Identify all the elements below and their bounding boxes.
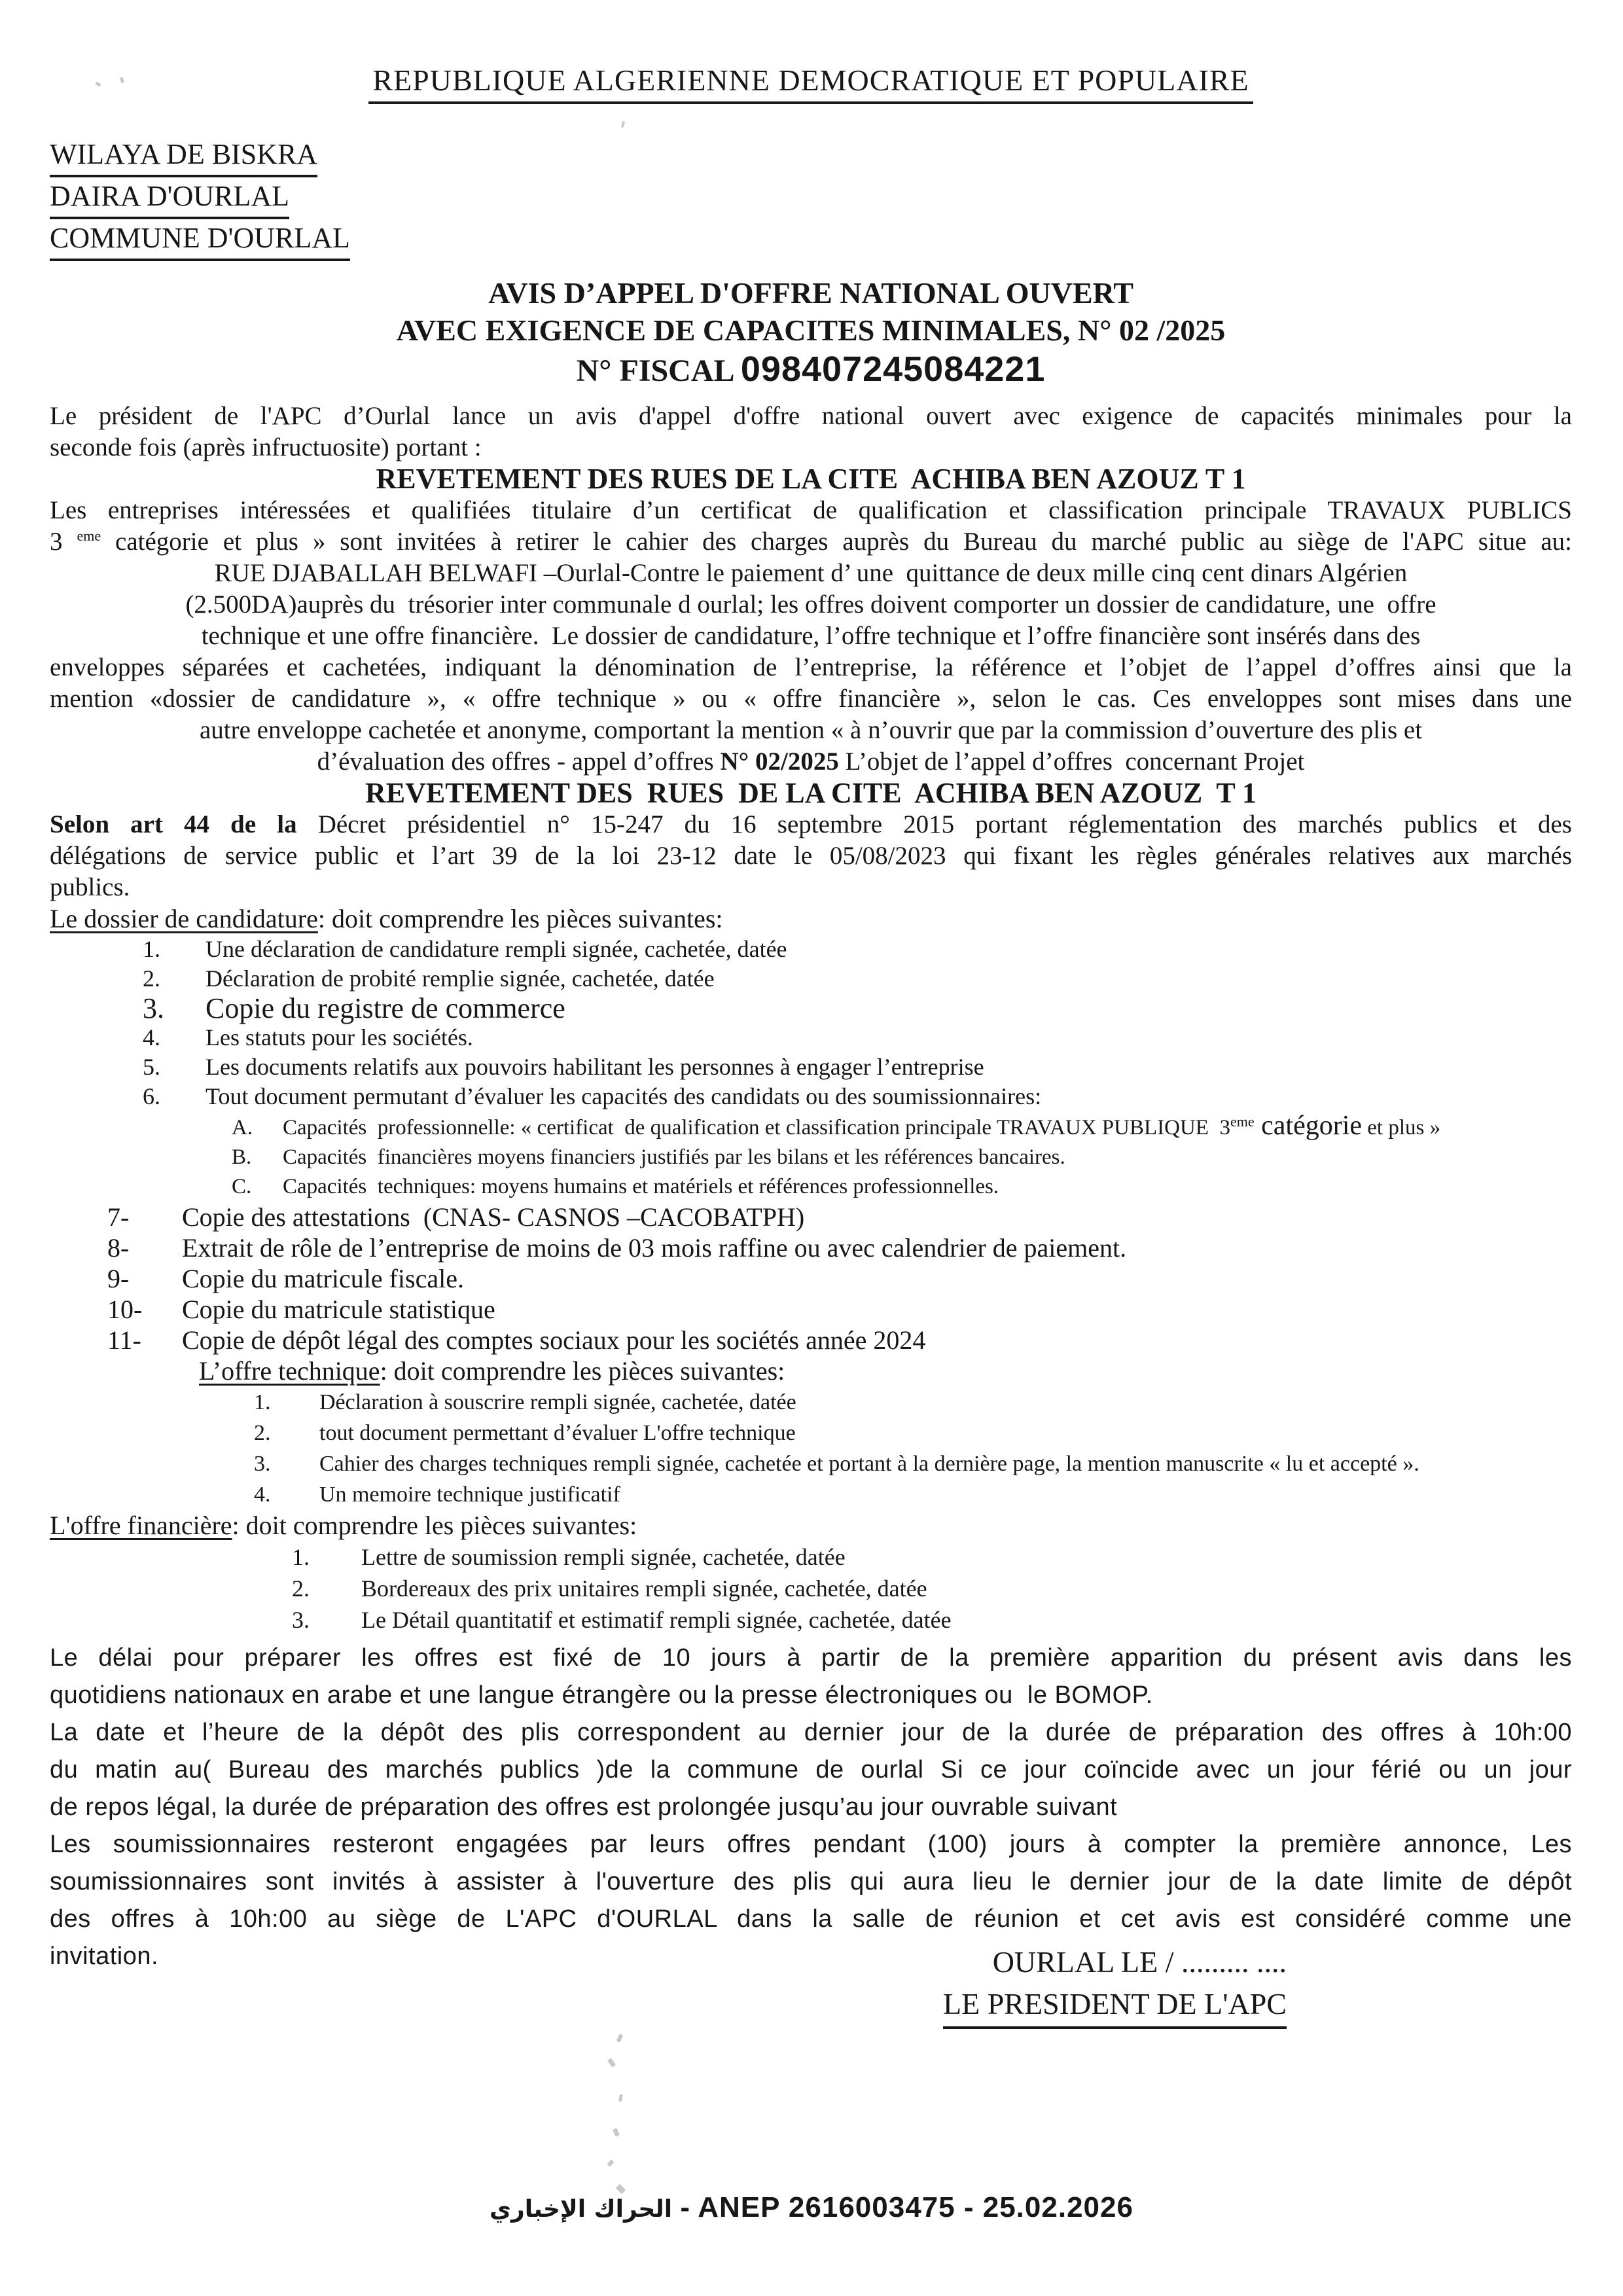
republic-title: [50, 63, 1572, 104]
intro-line: enveloppes séparées et cachetées, indiquant la dénomination de l’entreprise, la référence et l’objet de l’appel d’offres ainsi que la: [50, 653, 1572, 681]
commune-line: COMMUNE D'OURLAL: [50, 219, 1572, 261]
notice-title-block: [50, 274, 1572, 391]
republic-title-text: REPUBLIQUE ALGERIENNE DEMOCRATIQUE ET POPULAIRE: [368, 63, 1253, 104]
signature-president: LE PRESIDENT DE L'APC: [50, 1983, 1287, 2029]
intro-paragraphs: [50, 401, 1572, 903]
list-item: 1. Lettre de soumission rempli signée, cachetée, datée: [292, 1544, 846, 1570]
project-title-1: REVETEMENT DES RUES DE LA CITE ACHIBA BEN AZOUZ T 1: [376, 463, 1246, 495]
closing-paragraphs: [50, 1640, 1572, 1975]
intro-line: publics.: [50, 873, 130, 901]
fiscal-line: [50, 349, 1572, 391]
technique-heading: L’offre technique: doit comprendre les pièces suivantes:: [199, 1356, 785, 1386]
footer-separator: -: [672, 2191, 698, 2223]
fiscal-number: 098407245084221: [740, 350, 1046, 389]
daira-line: DAIRA D'OURLAL: [50, 177, 1572, 219]
list-item: 10- Copie du matricule statistique: [107, 1295, 495, 1324]
intro-line: d’évaluation des offres - appel d’offres N° 02/2025 L’objet de l’appel d’offres concernant Projet: [317, 747, 1305, 776]
capacity-item-a: A. Capacités professionnelle: « certificat de qualification et classification principale TRAVAUX PUBLIQUE 3eme catégorie et plus »: [232, 1111, 1441, 1141]
signature-block: [50, 1941, 1572, 2029]
signature-place-date: OURLAL LE / ......... ....: [992, 1945, 1287, 1979]
list-item: 5. Les documents relatifs aux pouvoirs habilitant les personnes à engager l’entreprise: [143, 1054, 984, 1080]
footer-anep-number: ANEP 2616003475 - 25.02.2026: [698, 2191, 1133, 2223]
capacity-item-c: C. Capacités techniques: moyens humains et matériels et références professionnelles.: [232, 1175, 999, 1198]
list-item: 3. Cahier des charges techniques rempli signée, cachetée et portant à la dernière page, la mention manuscrite « lu et accepté ».: [254, 1452, 1419, 1476]
list-item: 7- Copie des attestations (CNAS- CASNOS –CACOBATPH): [107, 1202, 805, 1232]
intro-line: seconde fois (après infructuosite) portant :: [50, 433, 482, 461]
notice-title-line2: AVEC EXIGENCE DE CAPACITES MINIMALES, N° 02 /2025: [396, 314, 1226, 347]
capacity-item-b: B. Capacités financières moyens financiers justifiés par les bilans et les références bancaires.: [232, 1145, 1065, 1169]
list-item: 3. Le Détail quantitatif et estimatif rempli signée, cachetée, datée: [292, 1607, 952, 1633]
fiscal-label: N° FISCAL: [576, 353, 741, 388]
scan-artifact: [607, 2058, 616, 2068]
offer-number: N° 02/2025: [720, 747, 839, 776]
list-item: 4. Un memoire technique justificatif: [254, 1482, 620, 1507]
closing-line: des offres à 10h:00 au siège de L'APC d'OURLAL dans la salle de réunion et cet avis est considéré comme une: [50, 1905, 1572, 1933]
scan-artifact: [618, 2094, 623, 2102]
project-title-2: REVETEMENT DES RUES DE LA CITE ACHIBA BEN AZOUZ T 1: [365, 777, 1257, 809]
anep-footer: [0, 2191, 1623, 2224]
financiere-heading: L'offre financière: doit comprendre les pièces suivantes:: [50, 1511, 637, 1540]
list-item: 4. Les statuts pour les sociétés.: [143, 1024, 473, 1050]
intro-line: Le président de l'APC d’Ourlal lance un avis d'appel d'offre national ouvert avec exigence de capacités minimales pour la: [50, 402, 1572, 430]
closing-line: quotidiens nationaux en arabe et une langue étrangère ou la presse électroniques ou le BOMOP.: [50, 1681, 1153, 1709]
list-item: 8- Extrait de rôle de l’entreprise de moins de 03 mois raffine ou avec calendrier de paiement.: [107, 1233, 1127, 1263]
superscript-eme: eme: [77, 528, 101, 544]
scan-artifact: [613, 2128, 620, 2137]
list-item: 6. Tout document permutant d’évaluer les capacités des candidats ou des soumissionnaires:: [143, 1083, 1042, 1109]
list-item: 1. Déclaration à souscrire rempli signée, cachetée, datée: [254, 1390, 796, 1414]
notice-title-line1: AVIS D’APPEL D'OFFRE NATIONAL OUVERT: [488, 276, 1133, 310]
list-item: 2. Déclaration de probité remplie signée, cachetée, datée: [143, 965, 715, 992]
intro-line: RUE DJABALLAH BELWAFI –Ourlal-Contre le paiement d’ une quittance de deux mille cinq cent dinars Algérien: [214, 559, 1408, 587]
footer-arabic-text: الحراك الإخباري: [490, 2196, 673, 2223]
list-item: 1. Une déclaration de candidature rempli signée, cachetée, datée: [143, 936, 787, 962]
dossier-list: [50, 935, 1572, 1355]
list-item: 9- Copie du matricule fiscale.: [107, 1264, 464, 1293]
scan-artifact: [607, 2159, 614, 2167]
dossier-heading: Le dossier de candidature: doit comprendre les pièces suivantes:: [50, 904, 723, 933]
intro-line: 3 $^{eme}$ catégorie et plus » sont invitées à retirer le cahier des charges auprès du Bureau du marché public au siège de l'APC situe au:: [50, 528, 1573, 556]
closing-line: La date et l’heure de la dépôt des plis correspondent au dernier jour de la durée de préparation des offres à 10h:00: [50, 1719, 1572, 1746]
admin-block: [50, 135, 1572, 261]
intro-line: délégations de service public et l’art 39 de la loi 23-12 date le 05/08/2023 qui fixant les règles générales relatives aux marchés: [50, 842, 1572, 870]
intro-line: technique et une offre financière. Le dossier de candidature, l’offre technique et l’offre financière sont insérés dans des: [201, 622, 1421, 650]
intro-line: autre enveloppe cachetée et anonyme, comportant la mention « à n’ouvrir que par la commission d’ouverture des plis et: [199, 716, 1423, 744]
closing-line: Le délai pour préparer les offres est fixé de 10 jours à partir de la première apparition du présent avis dans les: [50, 1644, 1572, 1672]
scan-artifact: [616, 2034, 624, 2042]
wilaya-line: WILAYA DE BISKRA: [50, 135, 1572, 177]
financiere-list: [50, 1541, 1572, 1636]
closing-line: de repos légal, la durée de préparation des offres est prolongée jusqu’au jour ouvrable suivant: [50, 1793, 1118, 1821]
intro-line: Les entreprises intéressées et qualifiées titulaire d’un certificat de qualification et classification principale TRAVAUX PUBLICS: [50, 496, 1572, 524]
list-item: 2. tout document permettant d’évaluer L'offre technique: [254, 1421, 796, 1445]
intro-line: mention «dossier de candidature », « offre technique » ou « offre financière », selon le cas. Ces enveloppes sont mises dans une: [50, 685, 1572, 713]
closing-line: du matin au( Bureau des marchés publics )de la commune de ourlal Si ce jour coïncide avec un jour férié ou un jour: [50, 1756, 1572, 1784]
intro-line: (2.500DA)auprès du trésorier inter communale d ourlal; les offres doivent comporter un dossier de candidature, une offre: [185, 590, 1436, 619]
closing-line: invitation.: [50, 1943, 159, 1970]
closing-line: soumissionnaires sont invités à assister à l'ouverture des plis qui aura lieu le dernier jour de la date limite de dépôt: [50, 1868, 1572, 1895]
list-item: 2. Bordereaux des prix unitaires rempli signée, cachetée, datée: [292, 1575, 927, 1602]
closing-line: Les soumissionnaires resteront engagées par leurs offres pendant (100) jours à compter la première annonce, Les: [50, 1831, 1572, 1858]
intro-line: Selon art 44 de la Décret présidentiel n° 15-247 du 16 septembre 2015 portant réglementation des marchés publics et des: [50, 810, 1572, 838]
list-item: 11- Copie de dépôt légal des comptes sociaux pour les sociétés année 2024: [107, 1325, 926, 1355]
list-item: 3. Copie du registre de commerce: [143, 992, 565, 1024]
technique-list: [50, 1387, 1572, 1510]
superscript-eme: eme: [1230, 1113, 1255, 1130]
